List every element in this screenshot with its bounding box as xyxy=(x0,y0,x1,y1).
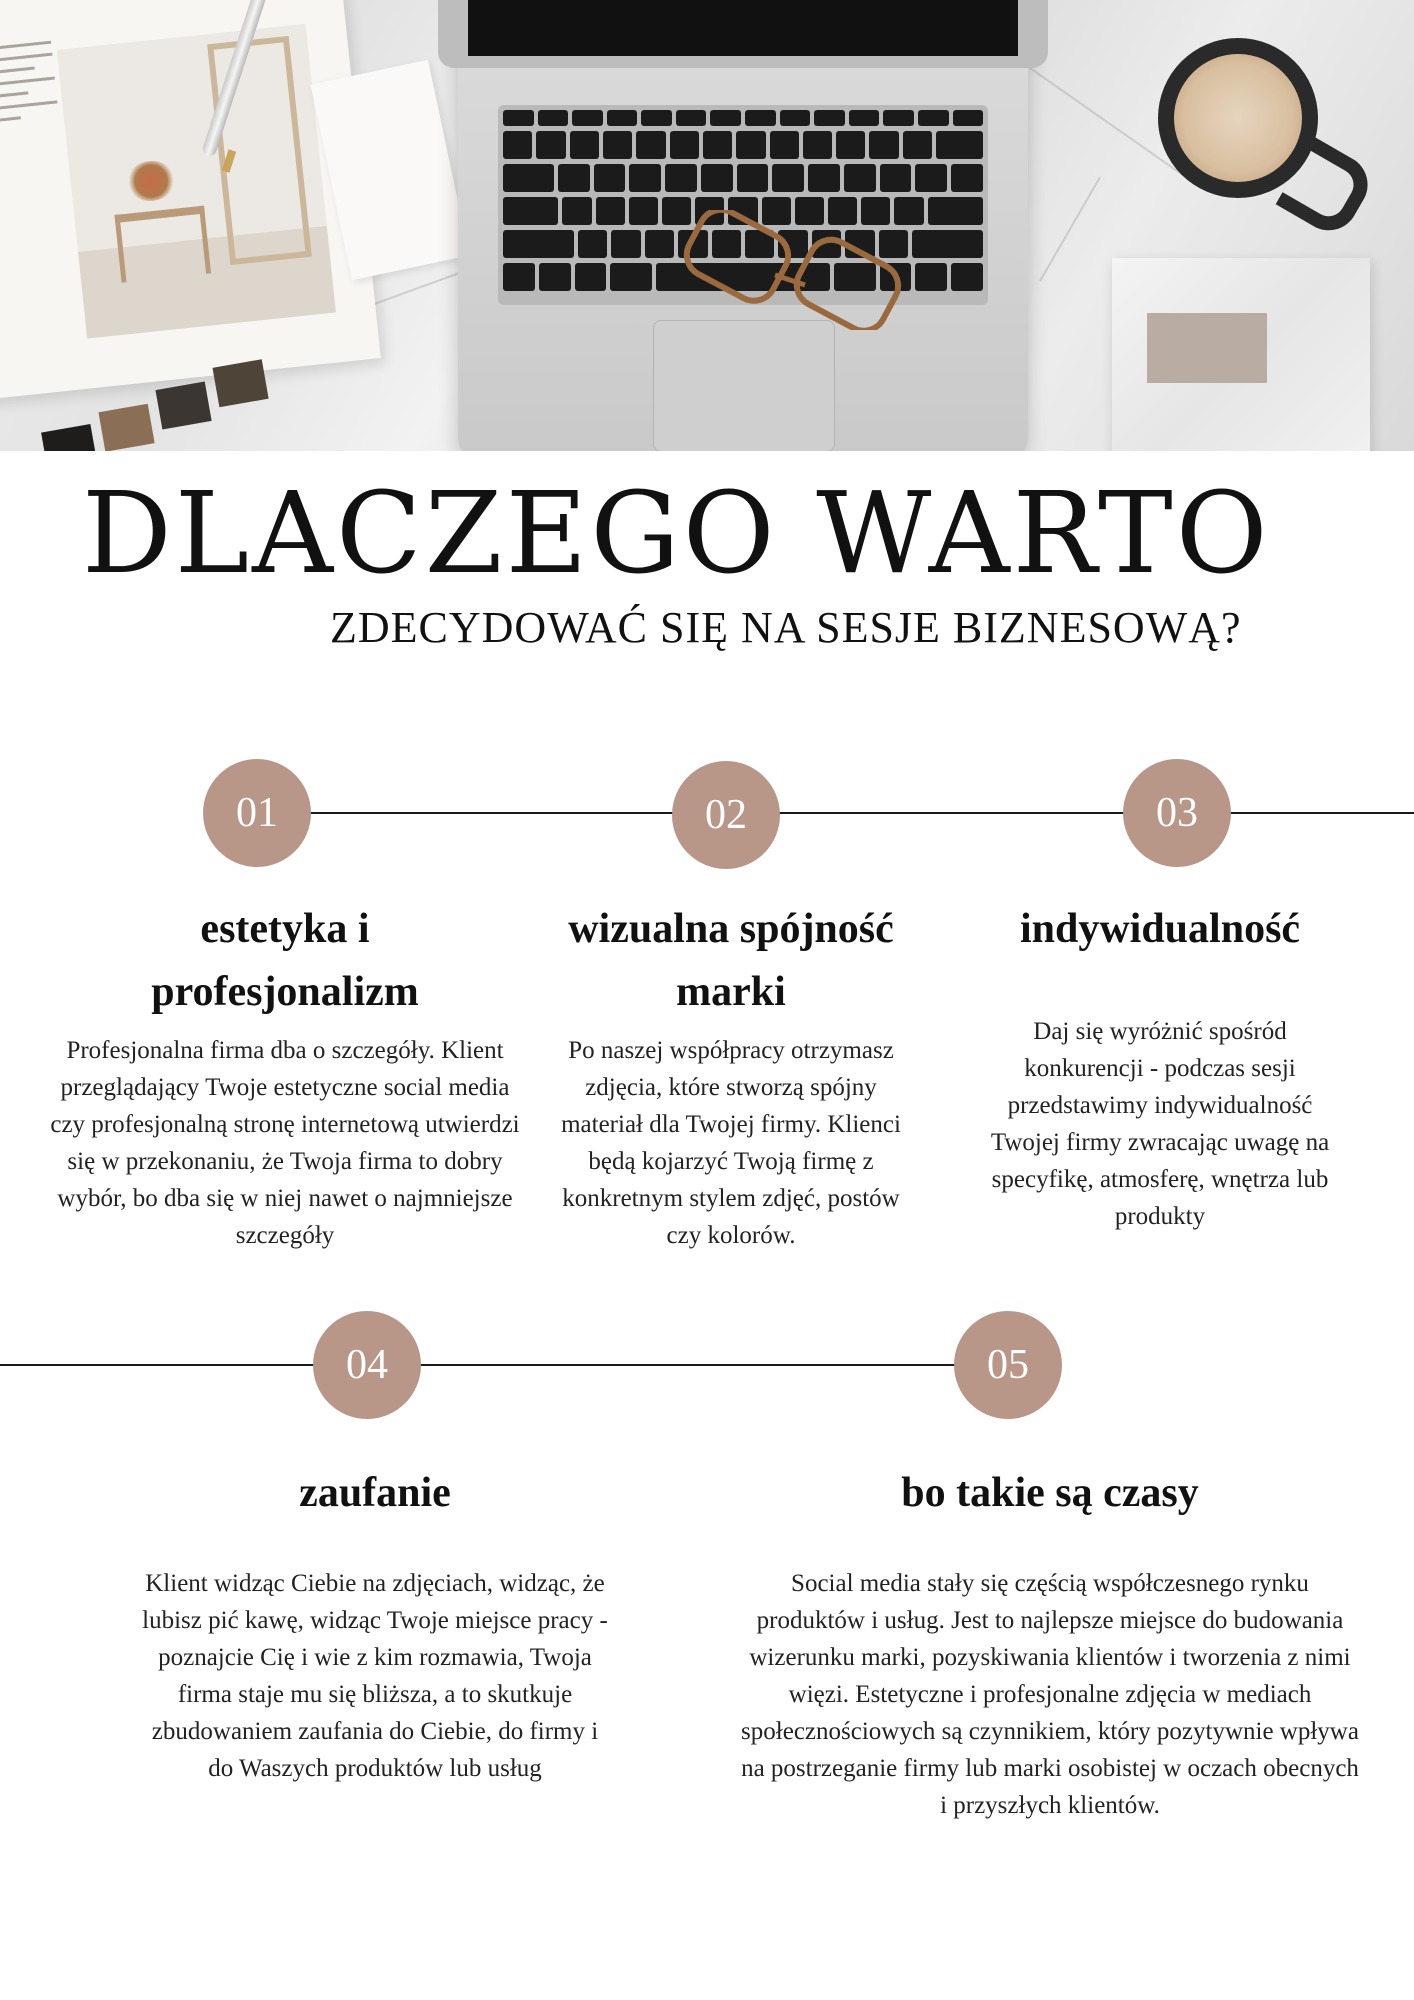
feature-title: zaufanie xyxy=(299,1470,451,1516)
feature-item xyxy=(740,1462,1360,1824)
feature-item xyxy=(130,1462,620,1787)
hero-photo xyxy=(0,0,1414,451)
feature-item xyxy=(548,898,914,1254)
marble-tile xyxy=(1112,258,1370,451)
magazine-photo xyxy=(57,24,336,339)
step-badge: 03 xyxy=(1123,759,1231,867)
page-title: DLACZEGO WARTO xyxy=(82,469,1271,599)
step-badge: 04 xyxy=(313,1311,421,1419)
feature-description: Po naszej współpracy otrzymasz zdjęcia, które stworzą spójny materiał dla Twojej firmy. Klienci będą kojarzyć Twoją firmę z konkretnym stylem zdjęć, postów czy kolorów. xyxy=(561,1037,901,1249)
feature-title: estetyka i profesjonalizm xyxy=(151,906,419,1015)
feature-description: Klient widząc Ciebie na zdjęciach, widząc, że lubisz pić kawę, widząc Twoje miejsce pracy - poznajcie Cię i wie z kim rozmawia, Twoja firma staje mu się bliższa, a to skutkuje zbudowaniem zaufania do Ciebie, do firmy i do Waszych produktów lub usług xyxy=(142,1570,608,1782)
magazine xyxy=(0,0,381,400)
feature-item xyxy=(40,898,530,1254)
feature-title: wizualna spójność marki xyxy=(568,906,894,1015)
step-badge: 01 xyxy=(203,759,311,867)
step-badge: 05 xyxy=(954,1311,1062,1419)
page-subtitle: ZDECYDOWAĆ SIĘ NA SESJE BIZNESOWĄ? xyxy=(330,603,1242,652)
feature-description: Profesjonalna firma dba o szczegóły. Klient przeglądający Twoje estetyczne social media czy profesjonalną stronę internetową utwierdzi się w przekonaniu, że Twoja firma to dobry wybór, bo dba się w niej nawet o najmniejsze szczegóły xyxy=(50,1037,520,1249)
eyeglasses-icon xyxy=(680,210,910,330)
coffee xyxy=(1174,54,1302,182)
laptop-screen xyxy=(468,0,1018,56)
feature-description: Social media stały się częścią współczesnego rynku produktów i usług. Jest to najlepsze miejsce do budowania wizerunku marki, pozyskiwania klientów i tworzenia z nimi więzi. Estetyczne i profesjonalne zdjęcia w mediach społecznościowych są czynnikiem, który pozytywnie wpływa na postrzeganie firmy lub marki osobistej w oczach obecnych i przyszłych klientów. xyxy=(741,1570,1359,1819)
laptop-trackpad xyxy=(653,320,835,451)
marble-vein xyxy=(1039,177,1101,282)
feature-title: bo takie są czasy xyxy=(901,1470,1199,1516)
magazine-text-lines xyxy=(0,41,60,134)
business-card xyxy=(1147,313,1267,383)
stool-icon xyxy=(114,206,211,283)
timeline-line-top xyxy=(257,812,1414,814)
step-badge: 02 xyxy=(672,761,780,869)
feature-item xyxy=(960,898,1360,1235)
timeline-line-bottom xyxy=(0,1364,1000,1366)
feature-title: indywidualność xyxy=(1019,906,1301,952)
feature-description: Daj się wyróżnić spośród konkurencji - podczas sesji przedstawimy indywidualność Twojej firmy zwracając uwagę na specyfikę, atmosferę, wnętrza lub produkty xyxy=(990,1018,1330,1230)
